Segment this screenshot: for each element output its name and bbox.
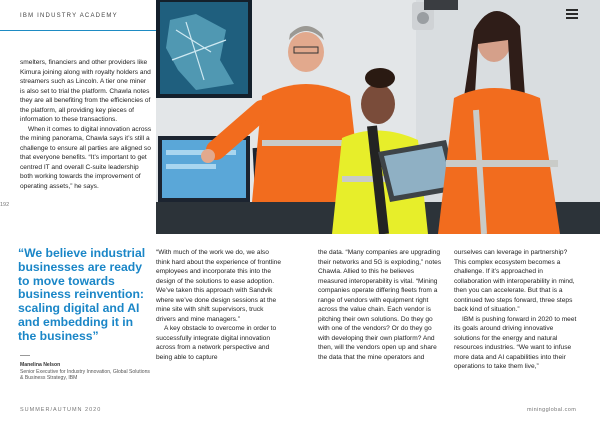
body-column-1 bbox=[156, 248, 281, 362]
body-paragraph: “With much of the work we do, we also think hard about the experience of frontline employees and incorporate this into the design of the solutions to ease adoption. We’ve taken this approach with Sandvik where we’ve done design sessions at the mine site with shift supervisors, truck drivers and mine managers.” bbox=[156, 249, 281, 323]
body-column-3 bbox=[454, 248, 579, 372]
quote-attribution bbox=[20, 362, 150, 382]
website-link[interactable]: miningglobal.com bbox=[527, 407, 577, 413]
quote-divider bbox=[20, 355, 30, 356]
body-paragraph: A key obstacle to overcome in order to successfully integrate digital innovation across from a network perspective and being able to capture bbox=[156, 325, 277, 361]
issue-date: SUMMER/AUTUMN 2020 bbox=[20, 407, 102, 413]
header-rule bbox=[0, 30, 156, 31]
body-paragraph: IBM is pushing forward in 2020 to meet its goals around driving innovative solutions for the energy and natural resources industries. “We want to infuse more data and AI capabilities into their operations to take them live,” bbox=[454, 315, 577, 370]
intro-paragraph: smelters, financiers and other providers like Kimura joining along with royalty holders and streamers such as Lincoln. A tier one miner is also set to trial the platform. Chawla notes they are all benefiting from the efficiencies of the platform, all providing key pieces of information to these transactions. bbox=[20, 59, 151, 123]
quote-author-name: Manelina Nelson bbox=[20, 362, 61, 368]
body-paragraph: the data. “Many companies are upgrading their networks and 5G is exploding,” notes Chawla. Allied to this he believes measured interoperability is vital. “Mining companies operate differing fleets from a range of vendors with equipment right across the value chain. Each vendor is pitching their own solutions. Do they go with one of the vendors? Or do they go with developing their own platform? And then, will the vendors open up and share the data that the mine operators and bbox=[318, 249, 442, 361]
header-title: IBM INDUSTRY ACADEMY bbox=[20, 13, 118, 19]
hamburger-menu-icon[interactable] bbox=[566, 9, 578, 19]
intro-paragraph: When it comes to digital innovation across the mining panorama, Chawla says it’s still a challenge to ensure all parties are aligned so that everyone benefits. “It’s important to get centred IT and overall C-suite leadership both working towards the improvement of operating assets,” he says. bbox=[20, 125, 152, 190]
page-number: 192 bbox=[0, 202, 10, 208]
quote-author-role: Senior Executive for Industry Innovation, Global Solutions & Business Strategy, IBM bbox=[20, 368, 150, 382]
hero-photo bbox=[156, 0, 600, 234]
intro-column bbox=[20, 58, 152, 191]
pull-quote: “We believe industrial businesses are ready to move towards business reinvention: scaling digital and AI and embedding it in the business” bbox=[18, 246, 146, 343]
body-column-2 bbox=[318, 248, 443, 362]
body-paragraph: ourselves can leverage in partnership? This complex ecosystem becomes a challenge. If it’s approached in collaboration with interoperability in mind, then you can accelerate. But that is a continued two steps forward, three steps back kind of situation.” bbox=[454, 249, 575, 313]
